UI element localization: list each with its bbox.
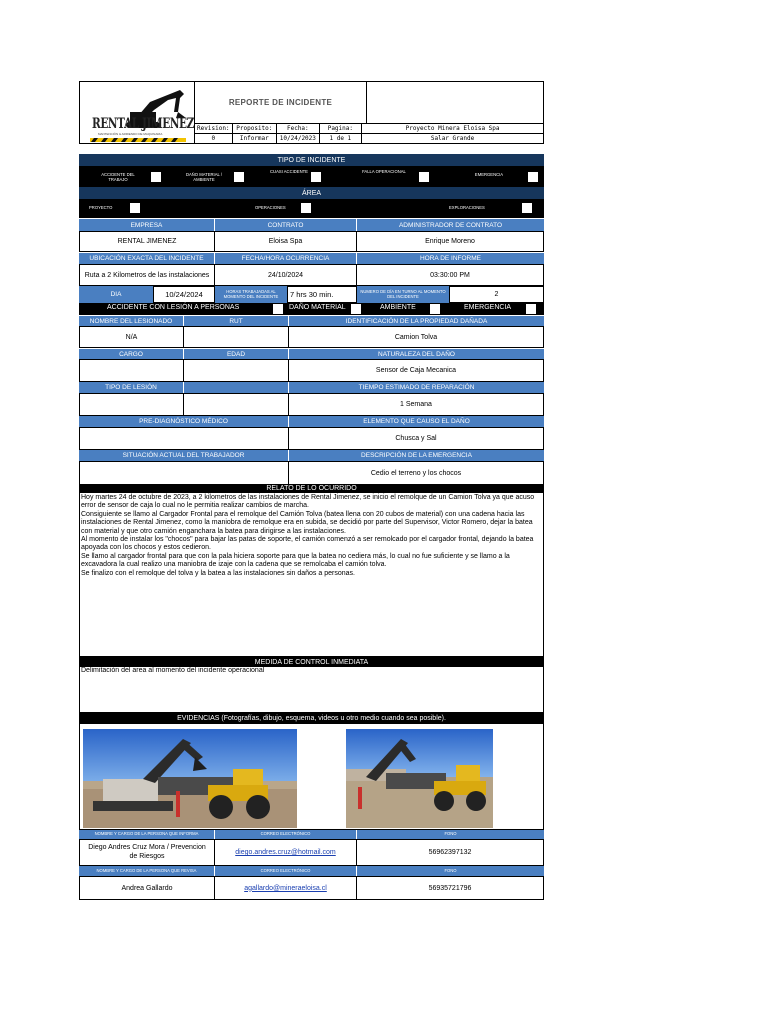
tipo-dano-checkbox[interactable] (234, 172, 244, 182)
evidence-photo-1[interactable] (83, 729, 297, 828)
area-exploraciones-label: EXPLORACIONES (449, 205, 485, 210)
ubicacion-header: UBICACIÓN EXACTA DEL INCIDENTE (79, 253, 214, 264)
dia-value: 10/24/2024 (153, 286, 215, 303)
horas-trabajadas-label: HORAS TRABAJADAS AL MOMENTO DEL INCIDENTE (215, 286, 287, 303)
fecha-label: Fecha: (277, 124, 320, 133)
horas-trabajadas-value: 7 hrs 30 min. (287, 286, 357, 303)
tipo-falla-label: FALLA OPERACIONAL (362, 169, 406, 174)
relato-body (79, 493, 544, 657)
location-value: Salar Grande (430, 135, 475, 142)
naturaleza-value: Sensor de Caja Mecanica (288, 359, 544, 382)
tipo-falla-checkbox[interactable] (419, 172, 429, 182)
tipo-accidente-label: ACCIDENTE DEL TRABAJO (101, 172, 135, 182)
hora-informe-value: 03:30:00 PM (356, 264, 544, 286)
relato-paragraph-3: Al momento de instalar los "chocos" para bajar las patas de soporte, el camión comenzó a ser remolcado por el cargador frontal, dejando la batea apoyada con los chocos y estos cedieron. (81, 536, 534, 552)
lesion-title: ACCIDENTE CON LESIÓN A PERSONAS (107, 304, 240, 311)
revision-value: 0 (195, 134, 233, 143)
evidencias-header: EVIDENCIAS (Fotografías, dibujo, esquema, videos u otro medio cuando sea posible). (79, 713, 544, 724)
evidence-photo-1-image-icon (83, 729, 297, 828)
area-operaciones-checkbox[interactable] (301, 203, 311, 213)
relato-header: RELATO DE LO OCURRIDO (79, 484, 544, 493)
contrato-value: Eloisa Spa (214, 231, 357, 252)
tipo-lesion-value-extra (183, 393, 289, 416)
prediagnostico-header: PRE-DIAGNÓSTICO MÉDICO (79, 416, 288, 427)
tipo-incidente-header: TIPO DE INCIDENTE (79, 154, 544, 166)
revisa-fono-header: FONO (357, 866, 544, 876)
dia-label: DIA (79, 286, 153, 303)
tipo-lesion-header-extra (184, 382, 288, 393)
tipo-incidente-row (79, 166, 544, 187)
rut-header: RUT (184, 316, 288, 326)
emergencia-title: EMERGENCIA (464, 304, 512, 311)
revision-label: Revision: (195, 124, 233, 133)
informa-correo-link[interactable]: diego.andres.cruz@hotmail.com (235, 849, 336, 856)
nombre-lesionado-header: NOMBRE DEL LESIONADO (79, 316, 183, 326)
dano-material-checkbox[interactable] (351, 304, 361, 314)
revisa-nombre-value: Andrea Gallardo (79, 876, 215, 900)
edad-value (183, 359, 289, 382)
revisa-nombre-header: NOMBRE Y CARGO DE LA PERSONA QUE REVISA (79, 866, 214, 876)
descripcion-emergencia-value: Cedio el terreno y los chocos (288, 461, 544, 485)
informa-correo-header: CORREO ELECTRÓNICO (215, 830, 356, 839)
identificacion-header: IDENTIFICACIÓN DE LA PROPIEDAD DAÑADA (289, 316, 544, 326)
report-header (79, 81, 544, 144)
revisa-correo-header: CORREO ELECTRÓNICO (215, 866, 356, 876)
lesion-checkbox[interactable] (273, 304, 283, 314)
informa-fono-value: 56962397132 (356, 839, 544, 866)
area-operaciones-label: OPERACIONES (255, 205, 286, 210)
area-row (79, 199, 544, 218)
pagina-value: 1 de 1 (320, 134, 363, 143)
tipo-emergencia-label: EMERGENCIA (474, 172, 504, 177)
relato-paragraph-2: Consiguiente se llamo al Cargador Frontal para el remolque del Camión Tolva (batea llena con 20 cubos de material) con una cadena hacia las instalaciones de Rental Jimenez, como la maniobra de remolque era en subida, se decidió por parte del Supervisor, Victor Romero, dejar la batea con material y que otro camión enganchara la batea para dirigirse a las instalaciones. (81, 510, 533, 535)
admin-header: ADMINISTRADOR DE CONTRATO (357, 219, 544, 231)
area-header: ÁREA (79, 187, 544, 199)
project-label: Proyecto Minera Eloisa Spa (405, 125, 500, 132)
descripcion-emergencia-header: DESCRIPCIÓN DE LA EMERGENCIA (289, 450, 544, 461)
prediagnostico-value (79, 427, 289, 450)
revisa-fono-value: 56935721796 (356, 876, 544, 900)
informa-nombre-header: NOMBRE Y CARGO DE LA PERSONA QUE INFORMA (79, 830, 214, 839)
dia-turno-value: 2 (449, 286, 544, 303)
empresa-value: RENTAL JIMENEZ (79, 231, 215, 252)
informa-fono-header: FONO (357, 830, 544, 839)
relato-paragraph-1: Hoy martes 24 de octubre de 2023, a 2 kilometros de las instalaciones de Rental Jimenez, se inicio el remolque de un Camion Tolva ya que acuso error de sensor de caja lo cual no le permitia realizar cambios de marcha. (81, 494, 535, 510)
fecha-hora-header: FECHA/HORA OCURRENCIA (215, 253, 356, 264)
area-exploraciones-checkbox[interactable] (522, 203, 532, 213)
relato-paragraph-5: Se finalizo con el remolque del tolva y la batea a las instalaciones sin daños a personas. (81, 569, 355, 577)
header-blank-box (367, 82, 543, 123)
tipo-dano-label: DAÑO MATERIAL / AMBIENTE (185, 172, 223, 182)
edad-header: EDAD (184, 349, 288, 359)
ambiente-checkbox[interactable] (430, 304, 440, 314)
medida-text: Delimitación del area al momento del incidente operacional (81, 667, 265, 674)
tiempo-reparacion-value: 1 Semana (288, 393, 544, 416)
hora-informe-header: HORA DE INFORME (357, 253, 544, 264)
admin-value: Enrique Moreno (356, 231, 544, 252)
elemento-dano-header: ELEMENTO QUE CAUSO EL DAÑO (289, 416, 544, 427)
pagina-label: Pagina: (320, 124, 363, 133)
elemento-dano-value: Chusca y Sal (288, 427, 544, 450)
fecha-ocurrencia-value: 24/10/2024 (214, 264, 357, 286)
informa-correo-value (214, 839, 357, 866)
informa-nombre-value: Diego Andres Cruz Mora / Prevencion de Riesgos (79, 839, 215, 866)
ubicacion-value: Ruta a 2 Kilometros de las instalaciones (79, 264, 215, 286)
dia-turno-label: NUMERO DE DÍA EN TURNO AL MOMENTO DEL INCIDENTE (357, 286, 449, 303)
header-labels-row (195, 123, 543, 133)
fecha-value: 10/24/2023 (277, 134, 320, 143)
evidence-photo-2-image-icon (346, 729, 493, 828)
header-values-row (195, 133, 543, 143)
area-proyecto-checkbox[interactable] (130, 203, 140, 213)
evidencias-body (79, 724, 544, 830)
tipo-cuasi-label: CUASI ACCIDENTE (270, 169, 308, 174)
nombre-lesionado-value: N/A (79, 326, 184, 348)
identificacion-value: Camion Tolva (288, 326, 544, 348)
tipo-accidente-checkbox[interactable] (151, 172, 161, 182)
proposito-label: Proposito: (233, 124, 278, 133)
tipo-cuasi-checkbox[interactable] (311, 172, 321, 182)
company-logo (80, 82, 195, 143)
empresa-header: EMPRESA (79, 219, 214, 231)
relato-paragraph-4: Se llamo al cargador frontal para que con la pala hiciera soporte para que la batea no cediera más, lo cual no fue suficiente y se llamo a la excavadora la cual realizo una maniobra de izaje con la cadena que se remolcaba el camión tolva. (81, 552, 510, 569)
tipo-lesion-value (79, 393, 184, 416)
revisa-correo-link[interactable]: agallardo@mineraeloisa.cl (244, 884, 327, 892)
logo-subtext: MANTENCIÓN & ARRIENDO DE MAQUINARIA (98, 132, 163, 136)
emergencia-checkbox[interactable] (526, 304, 536, 314)
proposito-value: Informar (233, 134, 278, 143)
medida-body (79, 667, 544, 713)
contrato-header: CONTRATO (215, 219, 356, 231)
naturaleza-header: NATURALEZA DEL DAÑO (289, 349, 544, 359)
medida-header: MEDIDA DE CONTROL INMEDIATA (79, 657, 544, 667)
revisa-correo-value (214, 876, 357, 900)
cargo-header: CARGO (79, 349, 183, 359)
area-proyecto-label: PROYECTO (89, 205, 113, 210)
tiempo-reparacion-header: TIEMPO ESTIMADO DE REPARACIÓN (289, 382, 544, 393)
tipo-emergencia-checkbox[interactable] (528, 172, 538, 182)
evidence-photo-2[interactable] (346, 729, 493, 828)
lesion-dano-title-row (79, 303, 544, 315)
cargo-value (79, 359, 184, 382)
dano-material-title: DAÑO MATERIAL (289, 304, 346, 311)
logo-text: RENTAL JIMENEZ (92, 116, 194, 132)
ambiente-title: AMBIENTE (380, 304, 416, 311)
rut-value (183, 326, 289, 348)
tipo-lesion-header: TIPO DE LESIÓN (79, 382, 183, 393)
situacion-value (79, 461, 289, 485)
situacion-header: SITUACIÓN ACTUAL DEL TRABAJADOR (79, 450, 288, 461)
report-title: REPORTE DE INCIDENTE (195, 82, 367, 123)
